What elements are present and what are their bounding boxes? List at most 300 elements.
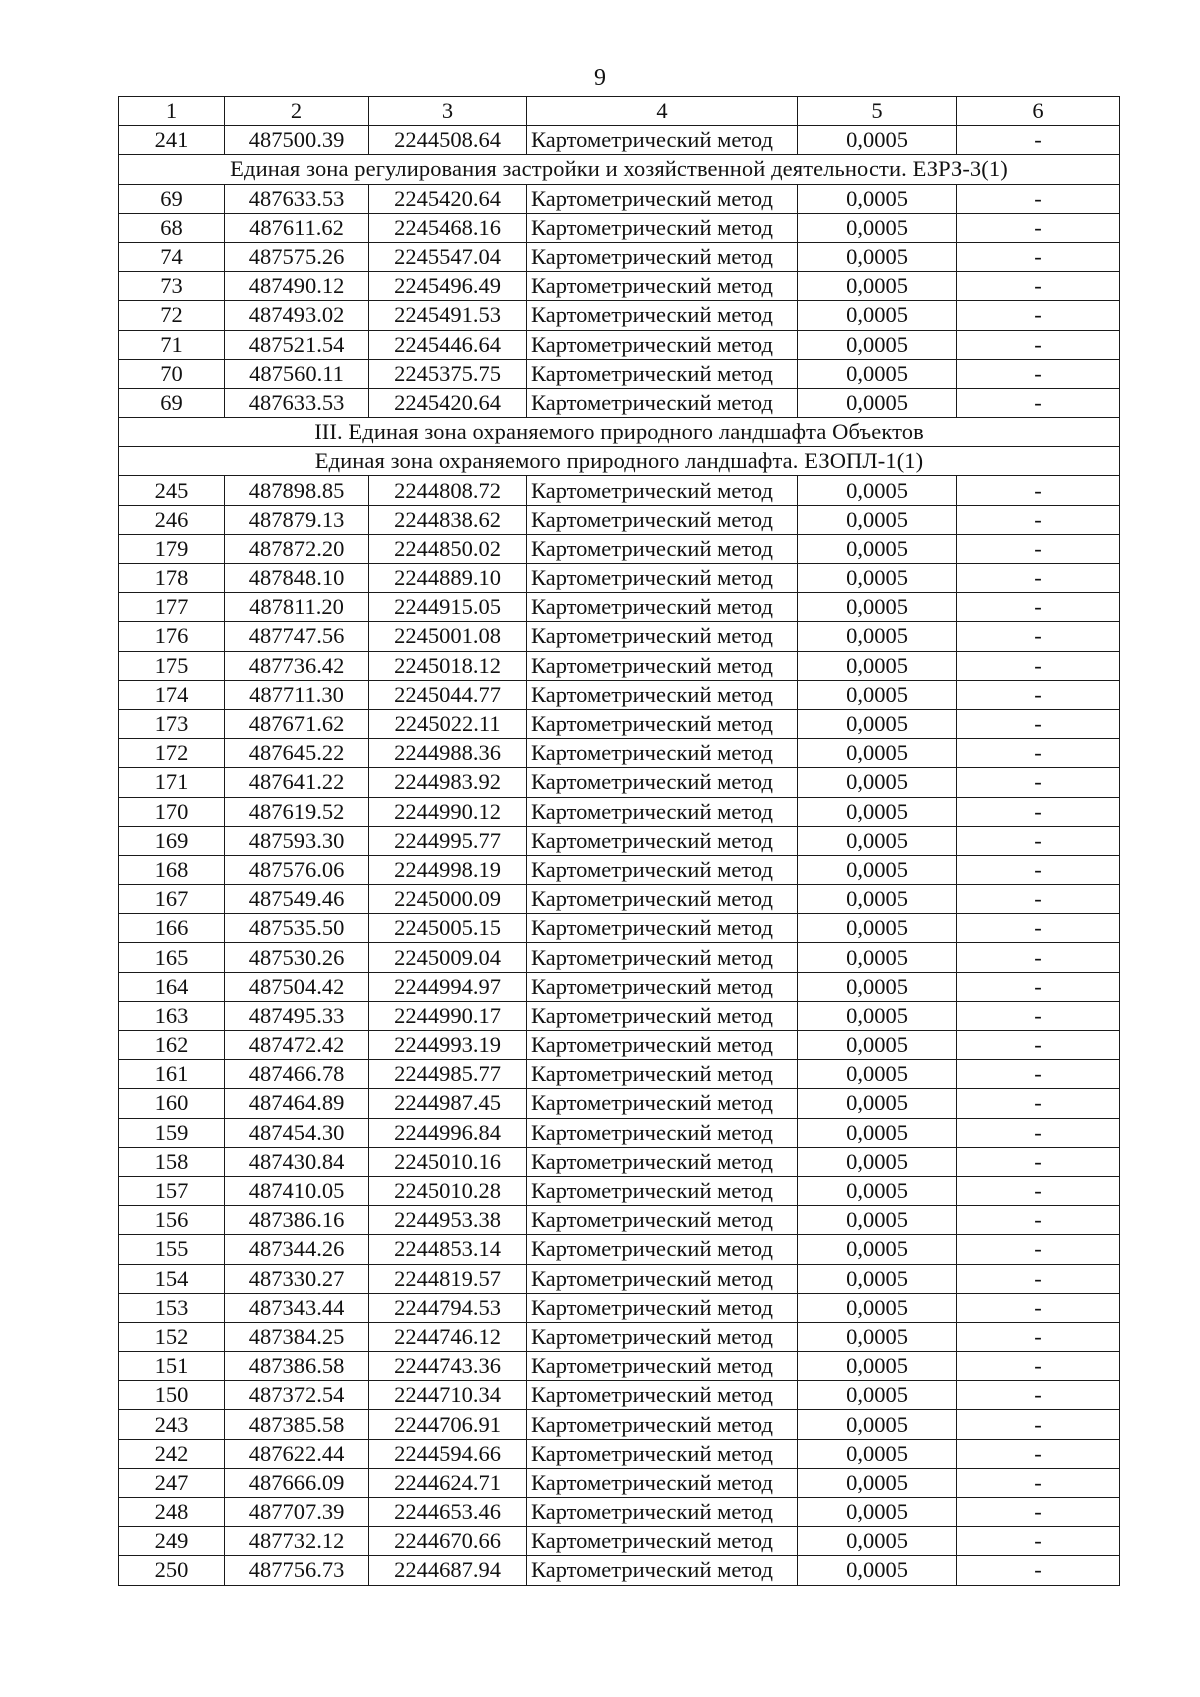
x-coordinate-cell: 487611.62 (225, 213, 369, 242)
description-cell: - (957, 1147, 1120, 1176)
x-coordinate-cell: 487633.53 (225, 388, 369, 417)
y-coordinate-cell: 2244838.62 (369, 505, 527, 534)
y-coordinate-cell: 2244993.19 (369, 1031, 527, 1060)
y-coordinate-cell: 2245000.09 (369, 885, 527, 914)
description-cell: - (957, 1264, 1120, 1293)
x-coordinate-cell: 487575.26 (225, 242, 369, 271)
point-number-cell: 158 (119, 1147, 225, 1176)
method-cell: Картометрический метод (527, 126, 798, 155)
table-row (119, 680, 1120, 709)
description-cell: - (957, 1293, 1120, 1322)
point-number-cell: 172 (119, 739, 225, 768)
point-number-cell: 163 (119, 1001, 225, 1030)
table-row (119, 885, 1120, 914)
point-number-cell: 245 (119, 476, 225, 505)
point-number-cell: 247 (119, 1468, 225, 1497)
y-coordinate-cell: 2244953.38 (369, 1206, 527, 1235)
point-number-cell: 250 (119, 1556, 225, 1585)
method-cell: Картометрический метод (527, 680, 798, 709)
y-coordinate-cell: 2244794.53 (369, 1293, 527, 1322)
description-cell: - (957, 1176, 1120, 1205)
table-row (119, 622, 1120, 651)
x-coordinate-cell: 487493.02 (225, 301, 369, 330)
description-cell: - (957, 301, 1120, 330)
accuracy-cell: 0,0005 (798, 1410, 957, 1439)
method-cell: Картометрический метод (527, 972, 798, 1001)
accuracy-cell: 0,0005 (798, 534, 957, 563)
y-coordinate-cell: 2245468.16 (369, 213, 527, 242)
accuracy-cell: 0,0005 (798, 709, 957, 738)
accuracy-cell: 0,0005 (798, 476, 957, 505)
table-row (119, 213, 1120, 242)
method-cell: Картометрический метод (527, 1322, 798, 1351)
x-coordinate-cell: 487430.84 (225, 1147, 369, 1176)
header-cell: 6 (957, 97, 1120, 126)
description-cell: - (957, 1468, 1120, 1497)
method-cell: Картометрический метод (527, 1556, 798, 1585)
accuracy-cell: 0,0005 (798, 885, 957, 914)
description-cell: - (957, 1235, 1120, 1264)
point-number-cell: 168 (119, 855, 225, 884)
description-cell: - (957, 1498, 1120, 1527)
method-cell: Картометрический метод (527, 534, 798, 563)
accuracy-cell: 0,0005 (798, 272, 957, 301)
point-number-cell: 243 (119, 1410, 225, 1439)
section-heading: Единая зона охраняемого природного ландшафта. ЕЗОПЛ-1(1) (119, 447, 1120, 476)
method-cell: Картометрический метод (527, 1176, 798, 1205)
table-row (119, 1527, 1120, 1556)
method-cell: Картометрический метод (527, 330, 798, 359)
x-coordinate-cell: 487593.30 (225, 826, 369, 855)
description-cell: - (957, 1381, 1120, 1410)
y-coordinate-cell: 2244850.02 (369, 534, 527, 563)
y-coordinate-cell: 2244687.94 (369, 1556, 527, 1585)
table-row (119, 1410, 1120, 1439)
y-coordinate-cell: 2244998.19 (369, 855, 527, 884)
description-cell: - (957, 680, 1120, 709)
accuracy-cell: 0,0005 (798, 388, 957, 417)
x-coordinate-cell: 487898.85 (225, 476, 369, 505)
method-cell: Картометрический метод (527, 1001, 798, 1030)
accuracy-cell: 0,0005 (798, 622, 957, 651)
point-number-cell: 178 (119, 564, 225, 593)
table-row (119, 505, 1120, 534)
x-coordinate-cell: 487711.30 (225, 680, 369, 709)
y-coordinate-cell: 2244710.34 (369, 1381, 527, 1410)
x-coordinate-cell: 487386.58 (225, 1352, 369, 1381)
header-cell: 1 (119, 97, 225, 126)
table-row (119, 272, 1120, 301)
table-row (119, 1176, 1120, 1205)
accuracy-cell: 0,0005 (798, 1060, 957, 1089)
y-coordinate-cell: 2245375.75 (369, 359, 527, 388)
x-coordinate-cell: 487372.54 (225, 1381, 369, 1410)
y-coordinate-cell: 2244653.46 (369, 1498, 527, 1527)
x-coordinate-cell: 487495.33 (225, 1001, 369, 1030)
x-coordinate-cell: 487385.58 (225, 1410, 369, 1439)
table-row (119, 564, 1120, 593)
accuracy-cell: 0,0005 (798, 1206, 957, 1235)
accuracy-cell: 0,0005 (798, 1498, 957, 1527)
table-row (119, 184, 1120, 213)
accuracy-cell: 0,0005 (798, 1556, 957, 1585)
x-coordinate-cell: 487747.56 (225, 622, 369, 651)
table-row (119, 972, 1120, 1001)
y-coordinate-cell: 2245009.04 (369, 943, 527, 972)
y-coordinate-cell: 2244808.72 (369, 476, 527, 505)
table-row (119, 1468, 1120, 1497)
table-row (119, 1089, 1120, 1118)
y-coordinate-cell: 2245022.11 (369, 709, 527, 738)
y-coordinate-cell: 2245491.53 (369, 301, 527, 330)
description-cell: - (957, 855, 1120, 884)
point-number-cell: 241 (119, 126, 225, 155)
point-number-cell: 152 (119, 1322, 225, 1351)
point-number-cell: 160 (119, 1089, 225, 1118)
point-number-cell: 174 (119, 680, 225, 709)
table-row (119, 943, 1120, 972)
method-cell: Картометрический метод (527, 476, 798, 505)
table-row (119, 651, 1120, 680)
table-row (119, 476, 1120, 505)
point-number-cell: 156 (119, 1206, 225, 1235)
section-heading-row (119, 155, 1120, 184)
table-row (119, 1235, 1120, 1264)
accuracy-cell: 0,0005 (798, 213, 957, 242)
description-cell: - (957, 622, 1120, 651)
x-coordinate-cell: 487576.06 (225, 855, 369, 884)
y-coordinate-cell: 2244983.92 (369, 768, 527, 797)
table-row (119, 1206, 1120, 1235)
y-coordinate-cell: 2244594.66 (369, 1439, 527, 1468)
method-cell: Картометрический метод (527, 242, 798, 271)
accuracy-cell: 0,0005 (798, 1293, 957, 1322)
point-number-cell: 176 (119, 622, 225, 651)
accuracy-cell: 0,0005 (798, 1322, 957, 1351)
table-row (119, 914, 1120, 943)
x-coordinate-cell: 487732.12 (225, 1527, 369, 1556)
description-cell: - (957, 797, 1120, 826)
y-coordinate-cell: 2244624.71 (369, 1468, 527, 1497)
accuracy-cell: 0,0005 (798, 505, 957, 534)
x-coordinate-cell: 487872.20 (225, 534, 369, 563)
description-cell: - (957, 709, 1120, 738)
x-coordinate-cell: 487344.26 (225, 1235, 369, 1264)
accuracy-cell: 0,0005 (798, 1001, 957, 1030)
y-coordinate-cell: 2245010.28 (369, 1176, 527, 1205)
table-row (119, 388, 1120, 417)
y-coordinate-cell: 2244990.12 (369, 797, 527, 826)
table-row (119, 126, 1120, 155)
x-coordinate-cell: 487549.46 (225, 885, 369, 914)
accuracy-cell: 0,0005 (798, 739, 957, 768)
x-coordinate-cell: 487410.05 (225, 1176, 369, 1205)
description-cell: - (957, 534, 1120, 563)
accuracy-cell: 0,0005 (798, 359, 957, 388)
description-cell: - (957, 1410, 1120, 1439)
x-coordinate-cell: 487504.42 (225, 972, 369, 1001)
table-row (119, 1001, 1120, 1030)
x-coordinate-cell: 487811.20 (225, 593, 369, 622)
method-cell: Картометрический метод (527, 359, 798, 388)
method-cell: Картометрический метод (527, 564, 798, 593)
method-cell: Картометрический метод (527, 301, 798, 330)
point-number-cell: 154 (119, 1264, 225, 1293)
point-number-cell: 248 (119, 1498, 225, 1527)
x-coordinate-cell: 487622.44 (225, 1439, 369, 1468)
accuracy-cell: 0,0005 (798, 972, 957, 1001)
accuracy-cell: 0,0005 (798, 301, 957, 330)
accuracy-cell: 0,0005 (798, 651, 957, 680)
y-coordinate-cell: 2245018.12 (369, 651, 527, 680)
table-row (119, 1381, 1120, 1410)
x-coordinate-cell: 487848.10 (225, 564, 369, 593)
x-coordinate-cell: 487521.54 (225, 330, 369, 359)
point-number-cell: 151 (119, 1352, 225, 1381)
x-coordinate-cell: 487535.50 (225, 914, 369, 943)
accuracy-cell: 0,0005 (798, 943, 957, 972)
table-body (119, 126, 1120, 1585)
point-number-cell: 159 (119, 1118, 225, 1147)
accuracy-cell: 0,0005 (798, 1264, 957, 1293)
y-coordinate-cell: 2244508.64 (369, 126, 527, 155)
y-coordinate-cell: 2244706.91 (369, 1410, 527, 1439)
point-number-cell: 171 (119, 768, 225, 797)
method-cell: Картометрический метод (527, 1118, 798, 1147)
point-number-cell: 153 (119, 1293, 225, 1322)
accuracy-cell: 0,0005 (798, 330, 957, 359)
method-cell: Картометрический метод (527, 914, 798, 943)
point-number-cell: 161 (119, 1060, 225, 1089)
y-coordinate-cell: 2244987.45 (369, 1089, 527, 1118)
x-coordinate-cell: 487671.62 (225, 709, 369, 738)
method-cell: Картометрический метод (527, 1147, 798, 1176)
method-cell: Картометрический метод (527, 1060, 798, 1089)
header-cell: 5 (798, 97, 957, 126)
accuracy-cell: 0,0005 (798, 768, 957, 797)
table-row (119, 1322, 1120, 1351)
point-number-cell: 157 (119, 1176, 225, 1205)
accuracy-cell: 0,0005 (798, 126, 957, 155)
description-cell: - (957, 1060, 1120, 1089)
y-coordinate-cell: 2244996.84 (369, 1118, 527, 1147)
table-row (119, 1264, 1120, 1293)
section-heading-row (119, 418, 1120, 447)
accuracy-cell: 0,0005 (798, 1147, 957, 1176)
description-cell: - (957, 885, 1120, 914)
table-row (119, 242, 1120, 271)
y-coordinate-cell: 2245005.15 (369, 914, 527, 943)
description-cell: - (957, 1001, 1120, 1030)
method-cell: Картометрический метод (527, 593, 798, 622)
table-row (119, 593, 1120, 622)
table-row (119, 739, 1120, 768)
y-coordinate-cell: 2244746.12 (369, 1322, 527, 1351)
table-row (119, 768, 1120, 797)
method-cell: Картометрический метод (527, 1527, 798, 1556)
method-cell: Картометрический метод (527, 1206, 798, 1235)
x-coordinate-cell: 487454.30 (225, 1118, 369, 1147)
section-heading: III. Единая зона охраняемого природного ландшафта Объектов (119, 418, 1120, 447)
table-row (119, 1439, 1120, 1468)
method-cell: Картометрический метод (527, 1293, 798, 1322)
table-row (119, 797, 1120, 826)
page-number: 9 (594, 65, 606, 91)
point-number-cell: 69 (119, 388, 225, 417)
accuracy-cell: 0,0005 (798, 564, 957, 593)
method-cell: Картометрический метод (527, 768, 798, 797)
accuracy-cell: 0,0005 (798, 1468, 957, 1497)
description-cell: - (957, 826, 1120, 855)
x-coordinate-cell: 487466.78 (225, 1060, 369, 1089)
y-coordinate-cell: 2245496.49 (369, 272, 527, 301)
y-coordinate-cell: 2244819.57 (369, 1264, 527, 1293)
accuracy-cell: 0,0005 (798, 680, 957, 709)
point-number-cell: 249 (119, 1527, 225, 1556)
header-cell: 4 (527, 97, 798, 126)
method-cell: Картометрический метод (527, 797, 798, 826)
table-row (119, 1147, 1120, 1176)
accuracy-cell: 0,0005 (798, 1352, 957, 1381)
method-cell: Картометрический метод (527, 505, 798, 534)
x-coordinate-cell: 487384.25 (225, 1322, 369, 1351)
accuracy-cell: 0,0005 (798, 1089, 957, 1118)
section-heading: Единая зона регулирования застройки и хозяйственной деятельности. ЕЗРЗ-3(1) (119, 155, 1120, 184)
y-coordinate-cell: 2244889.10 (369, 564, 527, 593)
y-coordinate-cell: 2244915.05 (369, 593, 527, 622)
x-coordinate-cell: 487560.11 (225, 359, 369, 388)
description-cell: - (957, 330, 1120, 359)
point-number-cell: 175 (119, 651, 225, 680)
y-coordinate-cell: 2244985.77 (369, 1060, 527, 1089)
table-row (119, 301, 1120, 330)
accuracy-cell: 0,0005 (798, 1176, 957, 1205)
point-number-cell: 179 (119, 534, 225, 563)
point-number-cell: 69 (119, 184, 225, 213)
point-number-cell: 164 (119, 972, 225, 1001)
x-coordinate-cell: 487645.22 (225, 739, 369, 768)
x-coordinate-cell: 487641.22 (225, 768, 369, 797)
description-cell: - (957, 739, 1120, 768)
description-cell: - (957, 1322, 1120, 1351)
method-cell: Картометрический метод (527, 1031, 798, 1060)
method-cell: Картометрический метод (527, 1264, 798, 1293)
x-coordinate-cell: 487464.89 (225, 1089, 369, 1118)
method-cell: Картометрический метод (527, 1381, 798, 1410)
description-cell: - (957, 593, 1120, 622)
point-number-cell: 165 (119, 943, 225, 972)
x-coordinate-cell: 487530.26 (225, 943, 369, 972)
description-cell: - (957, 564, 1120, 593)
description-cell: - (957, 213, 1120, 242)
accuracy-cell: 0,0005 (798, 1031, 957, 1060)
description-cell: - (957, 126, 1120, 155)
y-coordinate-cell: 2244670.66 (369, 1527, 527, 1556)
table-row (119, 709, 1120, 738)
point-number-cell: 169 (119, 826, 225, 855)
method-cell: Картометрический метод (527, 388, 798, 417)
x-coordinate-cell: 487666.09 (225, 1468, 369, 1497)
point-number-cell: 150 (119, 1381, 225, 1410)
accuracy-cell: 0,0005 (798, 1118, 957, 1147)
y-coordinate-cell: 2245420.64 (369, 388, 527, 417)
point-number-cell: 167 (119, 885, 225, 914)
y-coordinate-cell: 2245446.64 (369, 330, 527, 359)
table-row (119, 330, 1120, 359)
y-coordinate-cell: 2244994.97 (369, 972, 527, 1001)
method-cell: Картометрический метод (527, 1235, 798, 1264)
description-cell: - (957, 768, 1120, 797)
method-cell: Картометрический метод (527, 1468, 798, 1497)
table-row (119, 1031, 1120, 1060)
description-cell: - (957, 1089, 1120, 1118)
x-coordinate-cell: 487619.52 (225, 797, 369, 826)
accuracy-cell: 0,0005 (798, 184, 957, 213)
accuracy-cell: 0,0005 (798, 242, 957, 271)
table-header-row (119, 97, 1120, 126)
method-cell: Картометрический метод (527, 943, 798, 972)
table-row (119, 1060, 1120, 1089)
point-number-cell: 155 (119, 1235, 225, 1264)
point-number-cell: 72 (119, 301, 225, 330)
method-cell: Картометрический метод (527, 1352, 798, 1381)
y-coordinate-cell: 2245044.77 (369, 680, 527, 709)
method-cell: Картометрический метод (527, 184, 798, 213)
point-number-cell: 246 (119, 505, 225, 534)
method-cell: Картометрический метод (527, 1410, 798, 1439)
table-row (119, 1293, 1120, 1322)
section-heading-row (119, 447, 1120, 476)
y-coordinate-cell: 2245010.16 (369, 1147, 527, 1176)
method-cell: Картометрический метод (527, 1439, 798, 1468)
x-coordinate-cell: 487633.53 (225, 184, 369, 213)
method-cell: Картометрический метод (527, 213, 798, 242)
y-coordinate-cell: 2245420.64 (369, 184, 527, 213)
x-coordinate-cell: 487879.13 (225, 505, 369, 534)
description-cell: - (957, 1031, 1120, 1060)
y-coordinate-cell: 2244995.77 (369, 826, 527, 855)
y-coordinate-cell: 2244990.17 (369, 1001, 527, 1030)
description-cell: - (957, 359, 1120, 388)
x-coordinate-cell: 487472.42 (225, 1031, 369, 1060)
description-cell: - (957, 272, 1120, 301)
point-number-cell: 73 (119, 272, 225, 301)
accuracy-cell: 0,0005 (798, 797, 957, 826)
y-coordinate-cell: 2245547.04 (369, 242, 527, 271)
accuracy-cell: 0,0005 (798, 593, 957, 622)
x-coordinate-cell: 487707.39 (225, 1498, 369, 1527)
method-cell: Картометрический метод (527, 1089, 798, 1118)
table-row (119, 1118, 1120, 1147)
y-coordinate-cell: 2244853.14 (369, 1235, 527, 1264)
point-number-cell: 162 (119, 1031, 225, 1060)
accuracy-cell: 0,0005 (798, 855, 957, 884)
method-cell: Картометрический метод (527, 1498, 798, 1527)
x-coordinate-cell: 487756.73 (225, 1556, 369, 1585)
point-number-cell: 242 (119, 1439, 225, 1468)
description-cell: - (957, 914, 1120, 943)
description-cell: - (957, 476, 1120, 505)
method-cell: Картометрический метод (527, 885, 798, 914)
description-cell: - (957, 972, 1120, 1001)
description-cell: - (957, 505, 1120, 534)
point-number-cell: 170 (119, 797, 225, 826)
point-number-cell: 173 (119, 709, 225, 738)
method-cell: Картометрический метод (527, 826, 798, 855)
table-row (119, 826, 1120, 855)
description-cell: - (957, 388, 1120, 417)
point-number-cell: 177 (119, 593, 225, 622)
